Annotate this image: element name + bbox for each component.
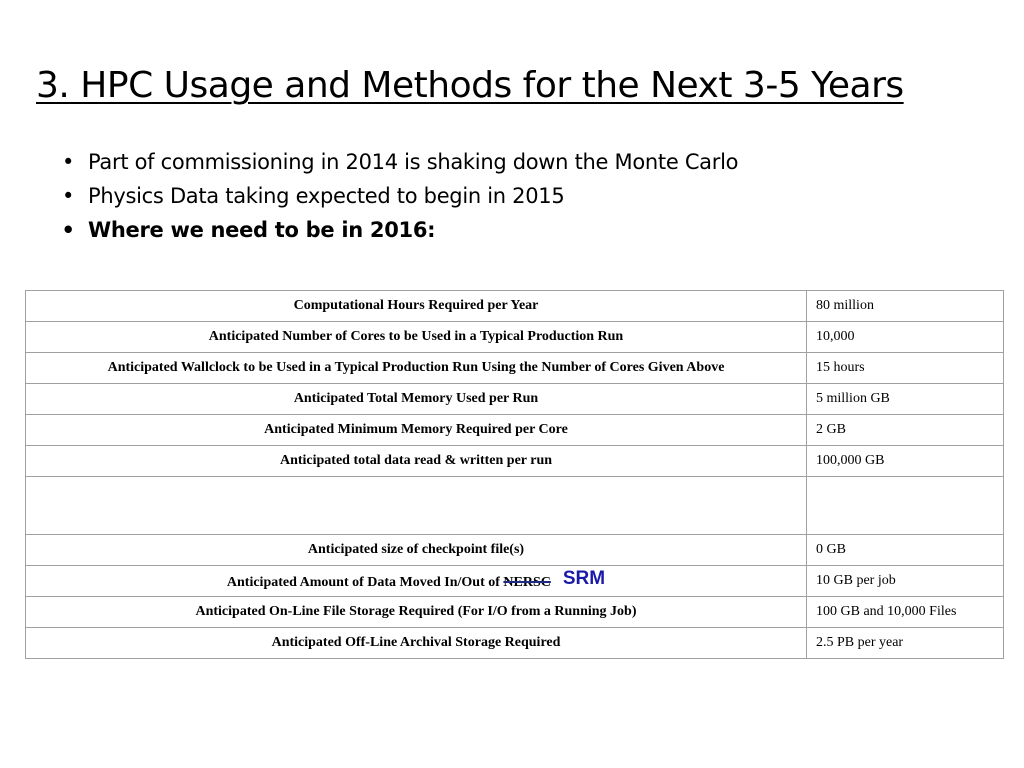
struck-text: NERSC xyxy=(503,575,551,590)
table-row xyxy=(26,535,1004,566)
row-value: 100,000 GB xyxy=(807,446,1004,477)
table-row xyxy=(26,628,1004,659)
bullet-list xyxy=(60,145,738,247)
row-value xyxy=(807,477,1004,535)
slide-title: 3. HPC Usage and Methods for the Next 3-5 Years xyxy=(36,65,904,106)
bullet-icon: • xyxy=(61,218,75,242)
bullet-item xyxy=(60,179,738,213)
table-row xyxy=(26,322,1004,353)
replacement-annotation: SRM xyxy=(562,568,606,589)
bullet-item xyxy=(60,145,738,179)
bullet-icon: • xyxy=(61,184,75,208)
row-label: Anticipated total data read & written per run xyxy=(26,446,807,477)
row-label: Anticipated Number of Cores to be Used in a Typical Production Run xyxy=(26,322,807,353)
row-label: Anticipated Off-Line Archival Storage Required xyxy=(26,628,807,659)
row-value: 80 million xyxy=(807,291,1004,322)
table-row xyxy=(26,415,1004,446)
row-label: Anticipated On-Line File Storage Required (For I/O from a Running Job) xyxy=(26,597,807,628)
table-row-empty xyxy=(26,477,1004,535)
table-row xyxy=(26,597,1004,628)
row-label: Anticipated Wallclock to be Used in a Typical Production Run Using the Number of Cores Given Above xyxy=(26,353,807,384)
row-value: 10,000 xyxy=(807,322,1004,353)
table-row xyxy=(26,353,1004,384)
row-label-prefix: Anticipated Amount of Data Moved In/Out of xyxy=(226,575,504,590)
row-label xyxy=(26,566,807,597)
bullet-text: Part of commissioning in 2014 is shaking down the Monte Carlo xyxy=(88,150,739,174)
table-row xyxy=(26,566,1004,597)
row-value: 100 GB and 10,000 Files xyxy=(807,597,1004,628)
row-value: 2.5 PB per year xyxy=(807,628,1004,659)
row-label: Computational Hours Required per Year xyxy=(26,291,807,322)
row-value: 5 million GB xyxy=(807,384,1004,415)
bullet-text: Physics Data taking expected to begin in 2015 xyxy=(88,184,565,208)
bullet-item xyxy=(60,213,738,247)
row-value: 0 GB xyxy=(807,535,1004,566)
row-value: 15 hours xyxy=(807,353,1004,384)
row-value: 2 GB xyxy=(807,415,1004,446)
requirements-table xyxy=(25,290,1004,659)
row-label: Anticipated Total Memory Used per Run xyxy=(26,384,807,415)
bullet-icon: • xyxy=(61,150,75,174)
row-label: Anticipated Minimum Memory Required per Core xyxy=(26,415,807,446)
bullet-text: Where we need to be in 2016: xyxy=(88,218,436,242)
table-row xyxy=(26,291,1004,322)
table-row xyxy=(26,384,1004,415)
row-label xyxy=(26,477,807,535)
row-label: Anticipated size of checkpoint file(s) xyxy=(26,535,807,566)
row-value: 10 GB per job xyxy=(807,566,1004,597)
table-row xyxy=(26,446,1004,477)
